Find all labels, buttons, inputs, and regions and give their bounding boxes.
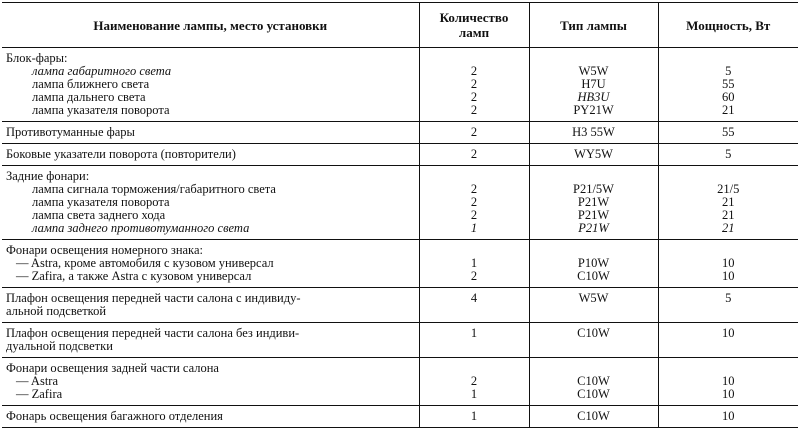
cell-name: лампа указателя поворота [32, 103, 170, 117]
header-quantity: Количество ламп [419, 3, 529, 48]
cell-name: Плафон освещения передней части салона без индиви- дуальной подсветки [2, 323, 419, 358]
cell-power: 21/5 [658, 183, 798, 196]
cell-name: Задние фонари: [2, 166, 419, 184]
cell-qty: 1 [419, 222, 529, 240]
table-row [2, 166, 798, 184]
cell-name: Плафон освещения передней части салона с индивиду- альной подсветкой [2, 288, 419, 323]
cell-name: Блок-фары: [2, 48, 419, 66]
cell-type: H7U [529, 78, 658, 91]
cell-name: Противотуманные фары [2, 122, 419, 144]
cell-name: лампа ближнего света [32, 77, 150, 91]
cell-type: P21/5W [529, 183, 658, 196]
table-row [2, 240, 798, 258]
cell-name: лампа указателя поворота [32, 195, 170, 209]
header-row [2, 3, 798, 48]
cell-qty [419, 48, 529, 66]
cell-name: Боковые указатели поворота (повторители) [2, 144, 419, 166]
cell-type: P10W [529, 257, 658, 270]
table-row [2, 406, 798, 428]
cell-type: H3 55W [529, 122, 658, 144]
header-name: Наименование лампы, место установки [2, 3, 419, 48]
table-row [2, 288, 798, 323]
cell-qty: 2 [419, 209, 529, 222]
cell-type: C10W [529, 375, 658, 388]
lamp-table [2, 2, 798, 428]
cell-name: лампа заднего противотуманного света [32, 221, 250, 235]
cell-power [658, 48, 798, 66]
cell-type: P21W [529, 222, 658, 240]
cell-name: — Zafira [16, 387, 63, 401]
table-body [2, 48, 798, 428]
cell-type [529, 166, 658, 184]
cell-qty: 2 [419, 196, 529, 209]
cell-type [529, 240, 658, 258]
cell-type [529, 48, 658, 66]
table-row [2, 104, 798, 122]
header-power: Мощность, Вт [658, 3, 798, 48]
cell-name: лампа света заднего хода [32, 208, 166, 222]
table-row [2, 122, 798, 144]
cell-name: — Astra [16, 374, 59, 388]
table-row [2, 358, 798, 376]
table-header [2, 3, 798, 48]
cell-name: лампа дальнего света [32, 90, 146, 104]
table-row [2, 48, 798, 66]
cell-qty [419, 240, 529, 258]
cell-qty: 2 [419, 104, 529, 122]
cell-power [658, 166, 798, 184]
cell-qty [419, 358, 529, 376]
cell-type: W5W [529, 288, 658, 323]
cell-power: 10 [658, 375, 798, 388]
cell-qty: 2 [419, 91, 529, 104]
cell-name: лампа сигнала торможения/габаритного света [32, 182, 276, 196]
cell-power: 5 [658, 144, 798, 166]
cell-qty: 2 [419, 375, 529, 388]
cell-power: 21 [658, 104, 798, 122]
table-row [2, 270, 798, 288]
cell-qty: 2 [419, 144, 529, 166]
cell-qty: 2 [419, 78, 529, 91]
cell-qty: 1 [419, 406, 529, 428]
table-row [2, 323, 798, 358]
cell-qty: 2 [419, 65, 529, 78]
cell-type: C10W [529, 406, 658, 428]
table-row [2, 388, 798, 406]
cell-name: — Zafira, а также Astra с кузовом универсал [16, 269, 252, 283]
cell-type: C10W [529, 323, 658, 358]
cell-name: лампа габаритного света [32, 64, 172, 78]
cell-power: 10 [658, 323, 798, 358]
header-type: Тип лампы [529, 3, 658, 48]
cell-qty: 2 [419, 122, 529, 144]
cell-qty: 1 [419, 323, 529, 358]
cell-power: 10 [658, 270, 798, 288]
cell-power: 5 [658, 288, 798, 323]
cell-power: 55 [658, 78, 798, 91]
cell-type: HB3U [529, 91, 658, 104]
cell-power: 21 [658, 196, 798, 209]
table-row [2, 222, 798, 240]
cell-qty: 2 [419, 270, 529, 288]
cell-qty: 2 [419, 183, 529, 196]
cell-power: 60 [658, 91, 798, 104]
cell-qty [419, 166, 529, 184]
cell-power [658, 240, 798, 258]
cell-name: Фонарь освещения багажного отделения [2, 406, 419, 428]
table-row [2, 375, 798, 388]
cell-power: 21 [658, 209, 798, 222]
cell-power [658, 358, 798, 376]
cell-qty: 1 [419, 388, 529, 406]
cell-power: 21 [658, 222, 798, 240]
cell-power: 5 [658, 65, 798, 78]
cell-type: P21W [529, 209, 658, 222]
cell-power: 10 [658, 388, 798, 406]
cell-name: — Astra, кроме автомобиля с кузовом универсал [16, 256, 274, 270]
cell-type: P21W [529, 196, 658, 209]
cell-qty: 4 [419, 288, 529, 323]
cell-type [529, 358, 658, 376]
cell-power: 10 [658, 257, 798, 270]
cell-type: WY5W [529, 144, 658, 166]
cell-type: C10W [529, 388, 658, 406]
cell-type: C10W [529, 270, 658, 288]
cell-qty: 1 [419, 257, 529, 270]
table-row [2, 144, 798, 166]
cell-power: 10 [658, 406, 798, 428]
cell-type: W5W [529, 65, 658, 78]
cell-power: 55 [658, 122, 798, 144]
cell-type: PY21W [529, 104, 658, 122]
cell-name: Фонари освещения номерного знака: [2, 240, 419, 258]
cell-name: Фонари освещения задней части салона [2, 358, 419, 376]
